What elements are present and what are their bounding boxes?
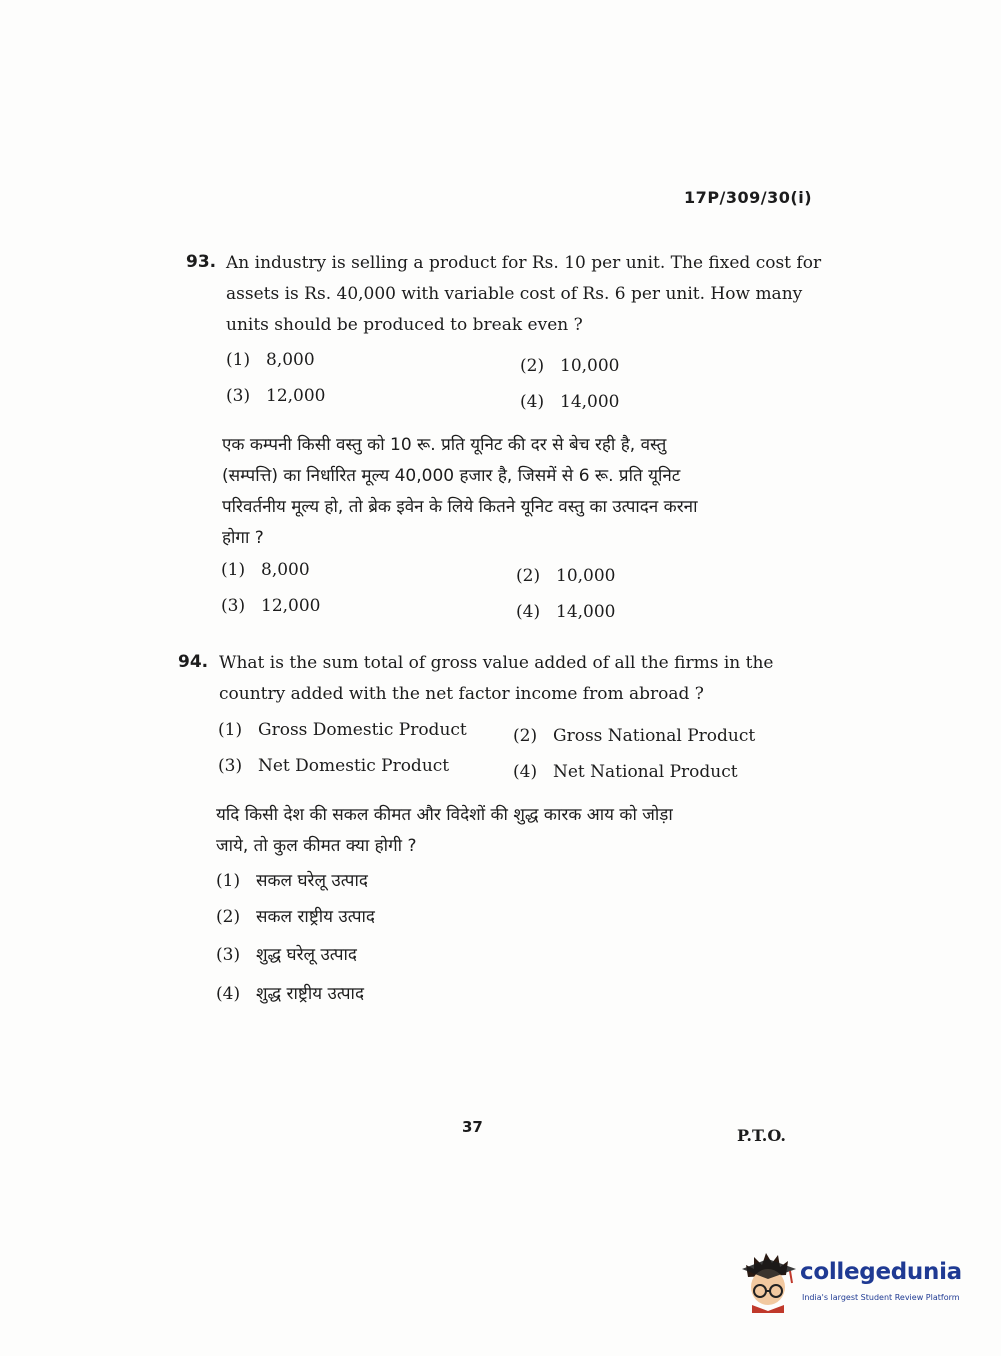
collegedunia-watermark: [742, 1251, 972, 1315]
pto-label: P.T.O.: [737, 1126, 786, 1145]
q93-option-2: (2) 10,000: [520, 356, 620, 376]
q93-hindi-option-3: (3) 12,000: [221, 596, 321, 616]
question-93-hindi-text: [222, 430, 698, 554]
q94-hindi-option-2: (2) सकल राष्ट्रीय उत्पाद: [216, 907, 375, 927]
q94-hindi-option-3: (3) शुद्ध घरेलू उत्पाद: [216, 945, 357, 965]
question-93-hindi-line-1: एक कम्पनी किसी वस्तु को 10 रू. प्रति यूनिट की दर से बेच रही है, वस्तु: [222, 435, 667, 455]
question-93-number: 93.: [186, 252, 217, 272]
question-94-hindi-line-1: यदि किसी देश की सकल कीमत और विदेशों की शुद्ध कारक आय को जोड़ा: [216, 805, 673, 825]
brand-name: collegedunia: [800, 1259, 962, 1285]
question-94-number: 94.: [178, 652, 209, 672]
question-93-line-1: An industry is selling a product for Rs. 10 per unit. The fixed cost for: [226, 253, 822, 273]
q94-option-3: (3) Net Domestic Product: [218, 756, 450, 776]
question-93-line-2: assets is Rs. 40,000 with variable cost of Rs. 6 per unit. How many: [226, 284, 803, 304]
question-93-hindi-line-2: (सम्पत्ति) का निर्धारित मूल्य 40,000 हजार है, जिसमें से 6 रू. प्रति यूनिट: [222, 466, 681, 486]
q93-option-3: (3) 12,000: [226, 386, 326, 406]
question-93-english-text: [226, 248, 821, 341]
question-93-line-3: units should be produced to break even ?: [226, 315, 583, 335]
paper-code: 17P/309/30(i): [684, 188, 812, 207]
question-94-hindi-text: [216, 800, 673, 862]
q93-hindi-option-2: (2) 10,000: [516, 566, 616, 586]
brand-tagline: India's largest Student Review Platform: [802, 1293, 960, 1302]
q94-option-1: (1) Gross Domestic Product: [218, 720, 467, 740]
page-number: 37: [462, 1118, 483, 1136]
question-94-line-2: country added with the net factor income from abroad ?: [219, 684, 704, 704]
q94-hindi-option-4: (4) शुद्ध राष्ट्रीय उत्पाद: [216, 984, 364, 1004]
q94-option-4: (4) Net National Product: [513, 762, 738, 782]
q93-hindi-option-4: (4) 14,000: [516, 602, 616, 622]
q94-option-2: (2) Gross National Product: [513, 726, 756, 746]
question-94-english-text: [219, 648, 773, 710]
q93-hindi-option-1: (1) 8,000: [221, 560, 310, 580]
q94-hindi-option-1: (1) सकल घरेलू उत्पाद: [216, 871, 368, 891]
question-93-hindi-line-4: होगा ?: [222, 528, 264, 548]
mascot-icon: [742, 1251, 798, 1313]
question-93-hindi-line-3: परिवर्तनीय मूल्य हो, तो ब्रेक इवेन के लिये कितने यूनिट वस्तु का उत्पादन करना: [222, 497, 698, 517]
q93-option-4: (4) 14,000: [520, 392, 620, 412]
question-94-hindi-line-2: जाये, तो कुल कीमत क्या होगी ?: [216, 836, 417, 856]
q93-option-1: (1) 8,000: [226, 350, 315, 370]
question-94-line-1: What is the sum total of gross value added of all the firms in the: [219, 653, 774, 673]
